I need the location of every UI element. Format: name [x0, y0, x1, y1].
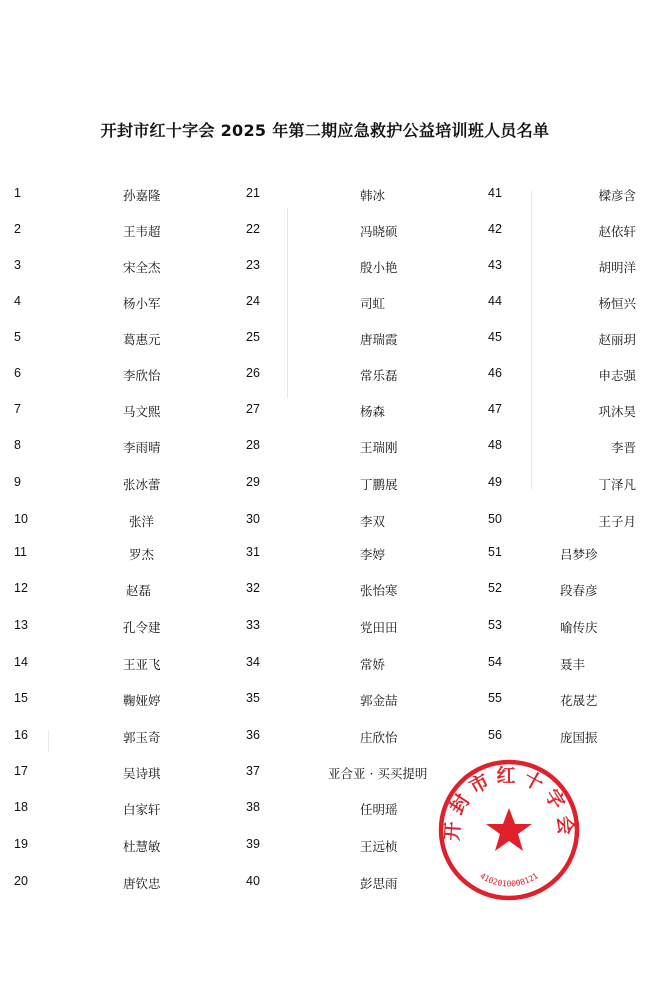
row-number: 19 — [14, 837, 28, 851]
row-number: 6 — [14, 366, 21, 380]
row-number: 16 — [14, 728, 28, 742]
row-number: 56 — [488, 728, 502, 742]
row-number: 3 — [14, 258, 21, 272]
person-name: 李婷 — [360, 547, 386, 562]
person-name: 庄欣怡 — [360, 730, 398, 745]
row-number: 29 — [246, 475, 260, 489]
row-number: 28 — [246, 438, 260, 452]
person-name: 殷小艳 — [360, 260, 398, 275]
row-number: 55 — [488, 691, 502, 705]
row-number: 21 — [246, 186, 260, 200]
person-name: 樑彦含 — [598, 188, 636, 203]
person-name: 唐瑞霞 — [360, 332, 398, 347]
row-number: 36 — [246, 728, 260, 742]
row-number: 49 — [488, 475, 502, 489]
row-number: 47 — [488, 402, 502, 416]
row-number: 35 — [246, 691, 260, 705]
row-number: 41 — [488, 186, 502, 200]
row-number: 20 — [14, 874, 28, 888]
row-number: 10 — [14, 512, 28, 526]
scan-line — [531, 190, 532, 490]
person-name: 张冰蕾 — [123, 477, 161, 492]
person-name: 吴诗琪 — [123, 766, 161, 781]
person-name: 司虹 — [360, 296, 386, 311]
svg-text:4102010008121: 4102010008121 — [478, 871, 540, 889]
person-name: 聂丰 — [560, 657, 586, 672]
person-name: 巩沐昊 — [598, 404, 636, 419]
row-number: 48 — [488, 438, 502, 452]
row-number: 24 — [246, 294, 260, 308]
row-number: 11 — [14, 545, 27, 559]
person-name: 申志强 — [598, 368, 636, 383]
person-name: 唐钦忠 — [123, 876, 161, 891]
person-name: 王瑞刚 — [360, 440, 398, 455]
person-name: 李晋 — [610, 440, 636, 455]
row-number: 39 — [246, 837, 260, 851]
person-name: 庞国振 — [560, 730, 598, 745]
person-name: 杜慧敏 — [123, 839, 161, 854]
row-number: 4 — [14, 294, 21, 308]
row-number: 45 — [488, 330, 502, 344]
row-number: 17 — [14, 764, 28, 778]
row-number: 23 — [246, 258, 260, 272]
row-number: 27 — [246, 402, 260, 416]
person-name: 韩冰 — [360, 188, 386, 203]
person-name: 赵依轩 — [598, 224, 636, 239]
row-number: 38 — [246, 800, 260, 814]
row-number: 40 — [246, 874, 260, 888]
row-number: 37 — [246, 764, 260, 778]
scan-line — [287, 208, 288, 398]
person-name: 花晟艺 — [560, 693, 598, 708]
row-number: 22 — [246, 222, 260, 236]
row-number: 5 — [14, 330, 21, 344]
row-number: 15 — [14, 691, 28, 705]
person-name: 马文熙 — [123, 404, 161, 419]
row-number: 30 — [246, 512, 260, 526]
row-number: 53 — [488, 618, 502, 632]
row-number: 33 — [246, 618, 260, 632]
person-name: 葛惠元 — [123, 332, 161, 347]
person-name: 王远桢 — [360, 839, 398, 854]
row-number: 54 — [488, 655, 502, 669]
row-number: 52 — [488, 581, 502, 595]
person-name: 赵磊 — [126, 583, 152, 598]
row-number: 44 — [488, 294, 502, 308]
person-name: 孙嘉隆 — [123, 188, 161, 203]
row-number: 12 — [14, 581, 28, 595]
row-number: 46 — [488, 366, 502, 380]
row-number: 50 — [488, 512, 502, 526]
person-name: 亚合亚 · 买买提明 — [328, 766, 428, 781]
person-name: 白家轩 — [123, 802, 161, 817]
person-name: 王韦超 — [123, 224, 161, 239]
star-icon — [486, 808, 532, 851]
person-name: 王亚飞 — [123, 657, 161, 672]
person-name: 党田田 — [360, 620, 398, 635]
person-name: 任明瑶 — [360, 802, 398, 817]
person-name: 张洋 — [129, 514, 155, 529]
person-name: 吕梦珍 — [560, 547, 598, 562]
official-seal-stamp — [437, 758, 581, 902]
row-number: 2 — [14, 222, 21, 236]
row-number: 9 — [14, 475, 21, 489]
row-number: 25 — [246, 330, 260, 344]
row-number: 1 — [14, 186, 21, 200]
row-number: 42 — [488, 222, 502, 236]
person-name: 李雨晴 — [123, 440, 161, 455]
person-name: 李欣怡 — [123, 368, 161, 383]
person-name: 段春彦 — [560, 583, 598, 598]
person-name: 张怡寒 — [360, 583, 398, 598]
person-name: 杨小军 — [123, 296, 161, 311]
person-name: 常娇 — [360, 657, 386, 672]
person-name: 宋全杰 — [123, 260, 161, 275]
person-name: 彭思雨 — [360, 876, 398, 891]
person-name: 鞠娅婷 — [123, 693, 161, 708]
row-number: 8 — [14, 438, 21, 452]
row-number: 43 — [488, 258, 502, 272]
row-number: 32 — [246, 581, 260, 595]
row-number: 51 — [488, 545, 502, 559]
person-name: 喻传庆 — [560, 620, 598, 635]
person-name: 赵丽玥 — [598, 332, 636, 347]
person-name: 杨森 — [360, 404, 386, 419]
person-name: 冯晓硕 — [360, 224, 398, 239]
person-name: 孔令建 — [123, 620, 161, 635]
person-name: 杨恒兴 — [598, 296, 636, 311]
row-number: 13 — [14, 618, 28, 632]
person-name: 丁鹏展 — [360, 477, 398, 492]
scan-line — [48, 730, 49, 752]
svg-text:开封市红十字会: 开封市红十字会 — [441, 765, 577, 842]
person-name: 李双 — [360, 514, 386, 529]
row-number: 31 — [246, 545, 260, 559]
row-number: 26 — [246, 366, 260, 380]
person-name: 郭玉奇 — [123, 730, 161, 745]
person-name: 罗杰 — [129, 547, 155, 562]
row-number: 14 — [14, 655, 28, 669]
person-name: 常乐磊 — [360, 368, 398, 383]
person-name: 王子月 — [598, 514, 636, 529]
person-name: 郭金喆 — [360, 693, 398, 708]
person-name: 胡明洋 — [598, 260, 636, 275]
row-number: 7 — [14, 402, 21, 416]
row-number: 18 — [14, 800, 28, 814]
row-number: 34 — [246, 655, 260, 669]
person-name: 丁泽凡 — [598, 477, 636, 492]
document-title: 开封市红十字会 2025 年第二期应急救护公益培训班人员名单 — [100, 121, 550, 140]
